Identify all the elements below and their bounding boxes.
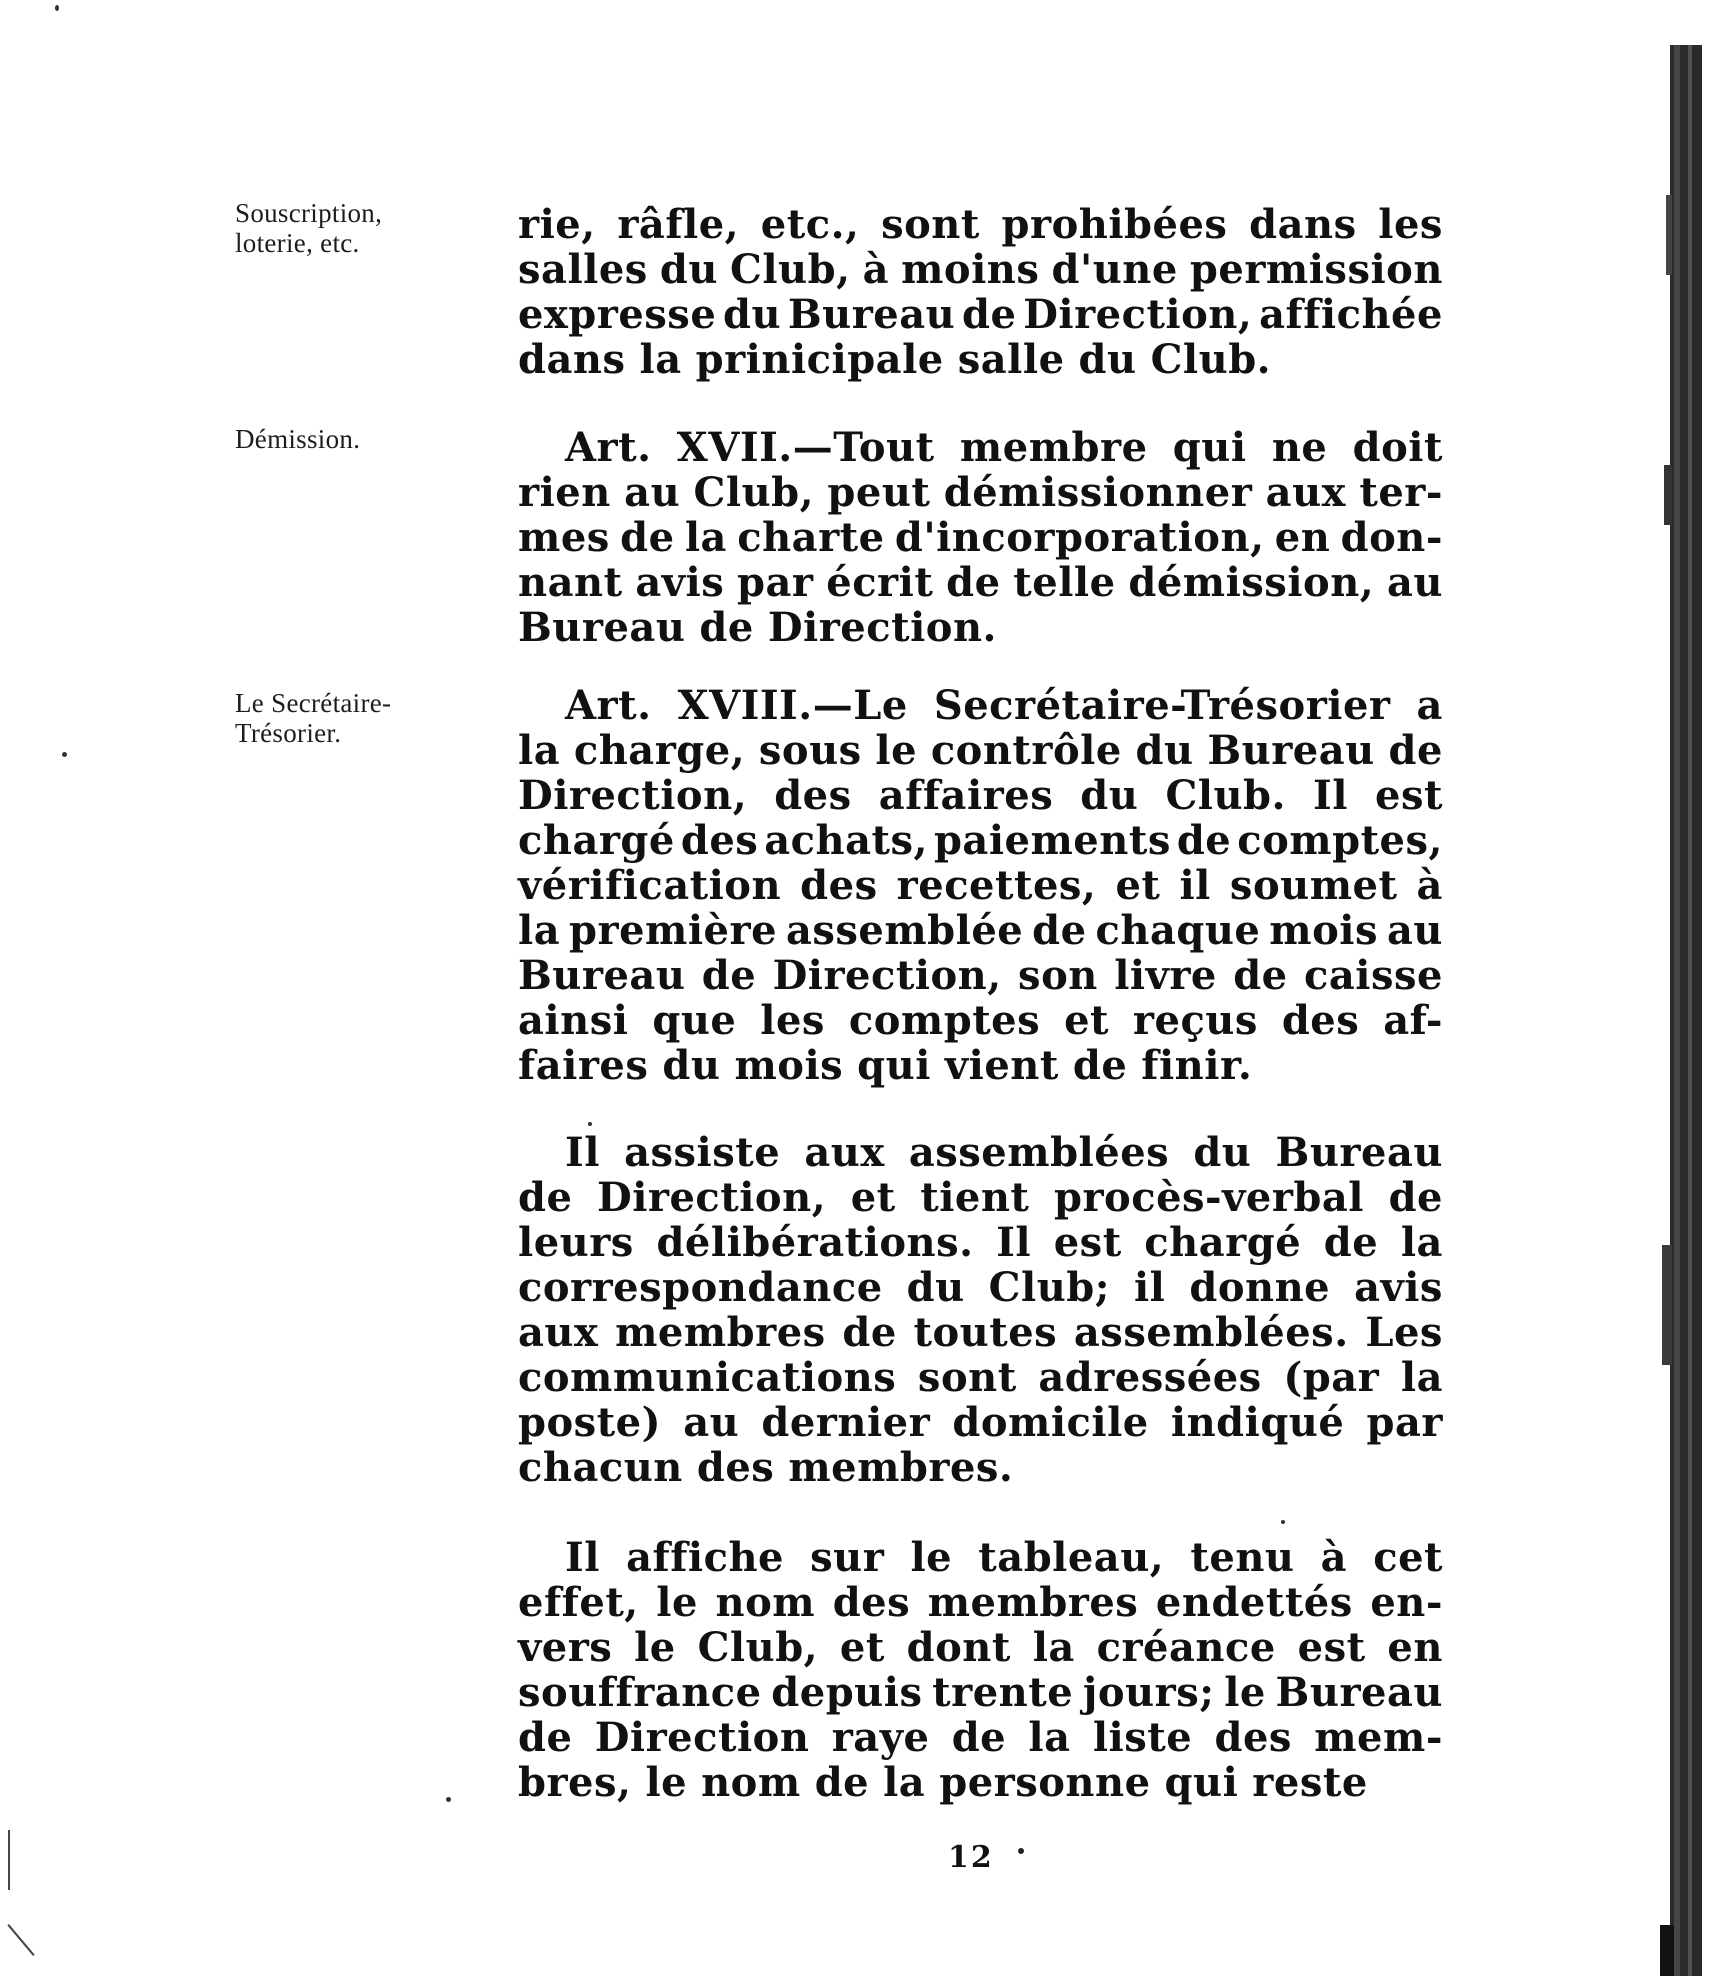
word: don- [1340,514,1443,561]
word: mois [734,1042,844,1089]
word: nom [701,1759,801,1806]
word: souffrance [518,1669,762,1716]
word: des [832,1579,911,1626]
word: première [569,907,778,954]
text-line [518,1265,1443,1310]
word: écrit [826,559,934,606]
word: de [951,1714,1007,1761]
word: dans [1249,201,1357,248]
word: reste [1252,1759,1368,1806]
word: avis [1354,1264,1443,1311]
word: Direction, [1023,291,1253,338]
word: est [1297,1624,1366,1671]
word: ne [1271,424,1328,471]
word: membres [615,1309,826,1356]
word: est [1375,772,1443,819]
word: Direction, [597,1174,827,1221]
text-line [518,1043,1443,1088]
word: de [814,1759,870,1806]
word: par [1366,1399,1443,1446]
word: Art. [565,424,652,471]
text-line [518,1175,1443,1220]
word: Bureau [1275,1669,1443,1716]
word: de [1032,907,1087,954]
word: de [1388,1174,1443,1221]
word: d'une [1051,246,1178,293]
word: le [634,1624,676,1671]
word: membres. [788,1444,1014,1491]
word: Il [996,1219,1032,1266]
word: du [1078,336,1137,383]
word: en [1387,1624,1443,1671]
text-line [565,1130,1443,1175]
word: de [1323,1219,1379,1266]
text-line [518,1715,1443,1760]
text-line [518,1760,1443,1805]
word: de [1233,952,1288,999]
word: aux [804,1129,885,1176]
word: de [962,291,1017,338]
word: aux [518,1309,599,1356]
word: du [723,291,782,338]
word: de [620,514,675,561]
word: recettes, [896,862,1097,909]
text-line [565,1535,1443,1580]
word: Bureau [1207,727,1375,774]
word: depuis [771,1669,923,1716]
word: chargé [518,817,675,864]
word: et [839,1624,885,1671]
word: affaires [878,772,1054,819]
word: comptes [848,997,1041,1044]
word: tenu [1190,1534,1295,1581]
word: membre [959,424,1148,471]
word: son [1018,952,1098,999]
speck [62,752,67,757]
word: des [696,1444,775,1491]
word: rie, [518,201,596,248]
word: la [1028,1714,1071,1761]
word: le [875,727,918,774]
page-dot [1018,1848,1024,1854]
word: moins [901,246,1040,293]
word: Direction, [772,952,1002,999]
word: et [850,1174,896,1221]
word: que [652,997,737,1044]
speck [446,1797,451,1802]
word: des [774,772,852,819]
word: Bureau [518,604,686,651]
text-line [518,202,1443,247]
word: du [662,1042,721,1089]
word: à [862,246,890,293]
word: des [1281,997,1360,1044]
speck [1281,1520,1285,1524]
word: le [656,1579,698,1626]
word: membres [927,1579,1139,1626]
word: Bureau [787,291,956,338]
word: de [518,1174,573,1221]
word: Bureau [518,952,686,999]
word: la [883,1759,926,1806]
word: etc., [760,201,860,248]
word: de [946,559,1001,606]
word: procès-verbal [1053,1174,1364,1221]
word: leurs [518,1219,634,1266]
margin-note-secretaire [235,688,460,748]
word: dont [906,1624,1011,1671]
text-line [518,560,1443,605]
word: au [1386,907,1443,954]
word: vient [944,1042,1059,1089]
word: poste) [518,1399,662,1446]
word: jours; [1082,1669,1215,1716]
word: Les [1365,1309,1443,1356]
word: livre [1114,952,1217,999]
word: finir. [1141,1042,1253,1089]
word: au [1386,559,1443,606]
margin-note-line: loterie, etc. [235,228,360,258]
word: doit [1352,424,1443,471]
word: et [1115,862,1161,909]
word: rien [518,469,611,516]
word: aux [1265,469,1347,516]
word: vérification [518,862,782,909]
word: achats, [764,817,928,864]
word: Bureau [1275,1129,1443,1176]
word: des [1214,1714,1292,1761]
word: chaque [1095,907,1261,954]
word: le [645,1759,688,1806]
word: du [906,1264,965,1311]
word: le [1224,1669,1266,1716]
word: des [680,817,759,864]
word: par [737,559,814,606]
word: sont [917,1354,1017,1401]
word: Secrétaire-Trésorier [933,682,1391,729]
text-line [518,515,1443,560]
word: démission, [1128,559,1375,606]
word: toutes [913,1309,1058,1356]
word: Club, [697,1624,819,1671]
word: effet, [518,1579,639,1626]
word: les [1378,201,1443,248]
text-line [518,998,1443,1043]
word: endettés [1155,1579,1353,1626]
word: prohibées [1001,201,1228,248]
word: vers [518,1624,613,1671]
word: délibérations. [656,1219,974,1266]
scratch-mark [8,1830,10,1890]
binding-edge [1660,45,1710,1976]
word: les [760,997,825,1044]
word: ainsi [518,997,629,1044]
text-line [518,470,1443,515]
word: reçus [1132,997,1258,1044]
text-line [518,292,1443,337]
word: mes [518,514,610,561]
word: expresse [518,291,717,338]
word: assemblées. [1073,1309,1349,1356]
word: en- [1370,1579,1443,1626]
word: mem- [1314,1714,1443,1761]
word: contrôle [930,727,1122,774]
text-line [518,247,1443,292]
word: Il [1313,772,1348,819]
margin-note-line: Le Secrétaire- [235,688,392,718]
word: dernier [761,1399,931,1446]
word: du [1135,727,1194,774]
word: cet [1373,1534,1443,1581]
word: du [659,246,718,293]
word: la [639,336,682,383]
word: Art. [565,682,652,729]
word: salle [957,336,1065,383]
word: du [1193,1129,1252,1176]
word: la [518,907,561,954]
text-line [565,683,1443,728]
margin-note-souscription [235,198,460,258]
word: charte [737,514,885,561]
margin-note-demission [235,424,460,454]
word: des [800,862,878,909]
text-line [565,425,1443,470]
word: le [910,1534,953,1581]
word: la [1400,1354,1443,1401]
word: à [1320,1534,1348,1581]
word: tableau, [978,1534,1165,1581]
word: assemblées [908,1129,1170,1176]
word: soumet [1229,862,1398,909]
word: Il [565,1129,600,1176]
word: qui [1164,1759,1239,1806]
word: d'incorporation, [894,514,1265,561]
word: liste [1092,1714,1193,1761]
word: démissionner [943,469,1253,516]
text-line [518,1670,1443,1715]
text-line [518,728,1443,773]
word: af- [1383,997,1443,1044]
word: Direction [594,1714,810,1761]
text-line [518,818,1443,863]
word: créance [1096,1624,1276,1671]
word: prinicipale [695,336,944,383]
word: Direction, [518,772,748,819]
word: de [1388,727,1443,774]
word: au [624,469,681,516]
word: sous [758,727,862,774]
word: paiements [933,817,1171,864]
word: (par [1283,1354,1380,1401]
text-line [518,1220,1443,1265]
text-line [518,1400,1443,1445]
word: avis [635,559,725,606]
text-line [518,1625,1443,1670]
word: permission [1189,246,1443,293]
word: Club. [1165,772,1286,819]
word: comptes, [1237,817,1443,864]
word: qui [857,1042,931,1089]
word: de [1072,1042,1128,1089]
word: donne [1189,1264,1331,1311]
word: sont [881,201,980,248]
word: tient [920,1174,1030,1221]
word: domicile [952,1399,1149,1446]
text-line [518,953,1443,998]
margin-note-line: Trésorier. [235,718,342,748]
word: de [1176,817,1232,864]
speck [588,1122,592,1126]
text-line [518,1580,1443,1625]
word: personne [939,1759,1151,1806]
text-line [518,1445,1443,1490]
word: Club, [693,469,815,516]
word: Club; [988,1264,1111,1311]
word: qui [1172,424,1247,471]
word: au [683,1399,740,1446]
margin-note-line: Souscription, [235,198,383,228]
word: affiche [626,1534,784,1581]
word: il [1133,1264,1166,1311]
word: adressées [1038,1354,1262,1401]
margin-note-line: Démission. [235,424,361,454]
text-line [518,605,1443,650]
word: correspondance [518,1264,883,1311]
word: chargé [1144,1219,1302,1266]
word: indiqué [1170,1399,1345,1446]
word: XVII.—Tout [676,424,935,471]
word: nant [518,559,623,606]
word: la [518,727,561,774]
word: Il [565,1534,600,1581]
word: de [842,1309,897,1356]
speck [55,5,59,11]
word: Club, [730,246,851,293]
word: la [1032,1624,1075,1671]
page-number: 12 [948,1840,994,1875]
word: râfle, [617,201,740,248]
word: a [1416,682,1443,729]
word: caisse [1303,952,1443,999]
word: de [518,1714,573,1761]
word: affichée [1259,291,1443,338]
word: sur [810,1534,885,1581]
word: telle [1013,559,1116,606]
word: charge, [573,727,746,774]
word: à [1416,862,1443,909]
text-line [518,908,1443,953]
text-line [518,337,1443,382]
text-line [518,1310,1443,1355]
word: il [1179,862,1211,909]
word: assiste [624,1129,781,1176]
word: est [1053,1219,1122,1266]
word: ter- [1359,469,1443,516]
scratch-mark [7,1924,34,1956]
word: peut [827,469,931,516]
word: communications [518,1354,897,1401]
word: assemblée [785,907,1024,954]
word: la [1400,1219,1443,1266]
text-line [518,863,1443,908]
word: la [684,514,727,561]
word: de [701,952,757,999]
word: et [1064,997,1109,1044]
word: XVIII.—Le [677,682,908,729]
word: raye [831,1714,930,1761]
text-line [518,1355,1443,1400]
word: dans [518,336,626,383]
word: faires [518,1042,649,1089]
word: Club. [1150,336,1272,383]
word: salles [518,246,648,293]
word: de [699,604,754,651]
word: mois [1269,907,1379,954]
text-line [518,773,1443,818]
word: trente [932,1669,1074,1716]
word: chacun [518,1444,683,1491]
word: Direction. [767,604,997,651]
word: nom [715,1579,816,1626]
word: bres, [518,1759,632,1806]
word: en [1274,514,1331,561]
word: du [1080,772,1139,819]
